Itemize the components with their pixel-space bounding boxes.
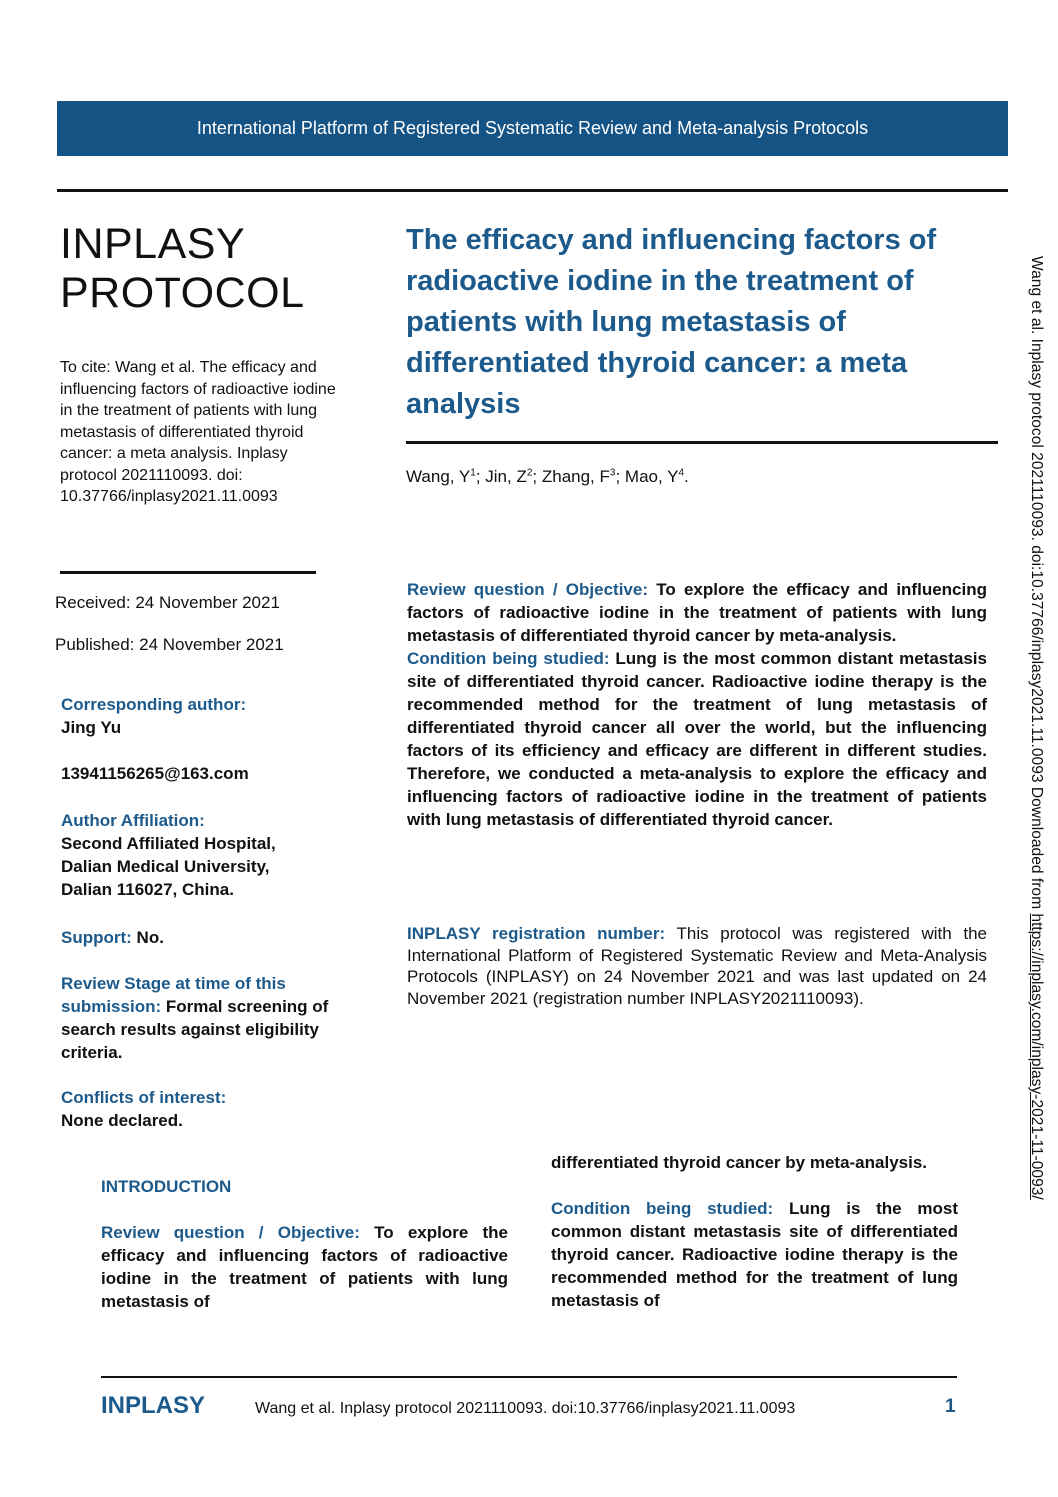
footer-citation: Wang et al. Inplasy protocol 2021110093. doi:10.37766/inplasy2021.11.0093 — [255, 1400, 796, 1417]
corresponding-author — [61, 693, 351, 785]
conflicts-label: Conflicts of interest: — [61, 1088, 227, 1107]
support — [61, 926, 351, 949]
corresponding-author-label: Corresponding author: — [61, 695, 247, 714]
received-date: Received: 24 November 2021 — [55, 593, 280, 612]
registration-label: INPLASY registration number: — [407, 924, 666, 943]
side-note-text: Wang et al. Inplasy protocol 2021110093. doi:10.37766/inplasy2021.11.0093 Downloaded from — [1028, 256, 1045, 914]
intro-left-column — [101, 1221, 508, 1313]
author-4: Mao, $Y^4$. — [624, 467, 689, 486]
author-3: Zhang, $F^3$; — [541, 467, 625, 486]
corresponding-author-name: Jing Yu — [61, 718, 122, 737]
side-note-link[interactable]: https://inplasy.com/inplasy-2021-11-0093/ — [1028, 913, 1045, 1200]
introduction-heading: INTRODUCTION — [101, 1177, 232, 1196]
intro-objective-label: Review question / Objective: — [101, 1223, 360, 1242]
journal-banner: International Platform of Registered Systematic Review and Meta-analysis Protocols — [57, 101, 1008, 156]
conflicts-of-interest — [61, 1086, 351, 1132]
support-value: No. — [131, 928, 164, 947]
conflicts-value: None declared. — [61, 1111, 183, 1130]
abstract-condition — [407, 647, 987, 831]
footer-divider — [101, 1376, 957, 1378]
support-label: Support: — [61, 928, 132, 947]
cite-text: To cite: Wang et al. The efficacy and influencing factors of radioactive iodine in the treatment of patients with lung metastasis of differentiated thyroid cancer: a meta analysis. Inplasy protocol 2021110093. doi: 10.37766/inplasy2021.11.0093 — [60, 359, 336, 505]
review-stage-label: Review Stage at time of this submission: — [61, 974, 286, 1016]
intro-objective-text: To explore the efficacy and influencing factors of radioactive iodine in the treatment of patients with lung metastasis of — [101, 1223, 508, 1311]
footer-logo: INPLASY — [101, 1392, 206, 1419]
objective-label: Review question / Objective: — [407, 580, 648, 599]
published-date: Published: 24 November 2021 — [55, 635, 284, 654]
intro-condition-label: Condition being studied: — [551, 1199, 774, 1218]
author-affiliation — [61, 809, 351, 901]
paper-title: The efficacy and influencing factors of radioactive iodine in the treatment of patients with lung metastasis of differentiated thyroid cancer: a meta analysis — [406, 224, 937, 420]
protocol-title-line2: PROTOCOL — [60, 269, 305, 317]
page-number: 1 — [945, 1396, 956, 1417]
author-list — [406, 467, 689, 487]
top-divider — [57, 189, 1008, 192]
abstract-block — [407, 578, 987, 831]
abstract-objective — [407, 578, 987, 647]
title-divider — [406, 441, 998, 444]
left-divider — [60, 571, 316, 574]
author-1: Wang, $Y^1$; — [406, 467, 486, 486]
condition-text: Lung is the most common distant metastasis site of differentiated thyroid cancer. Radioactive iodine therapy is the recommended method for the treatment of lung metastasis of differentiated thyroid cancer all over the world, but the influencing factors of its efficiency and efficacy are different in different studies. Therefore, we conducted a meta-analysis to explore the efficacy and influencing factors of radioactive iodine in the treatment of patients with lung metastasis of differentiated thyroid cancer. — [407, 649, 987, 829]
review-stage-value: Formal screening of search results against eligibility criteria. — [61, 997, 329, 1062]
intro-condition — [551, 1197, 958, 1312]
protocol-title — [60, 220, 305, 318]
protocol-title-line1: INPLASY — [60, 220, 246, 268]
affiliation-value: Second Affiliated Hospital, Dalian Medical University, Dalian 116027, China. — [61, 834, 276, 899]
affiliation-label: Author Affiliation: — [61, 811, 205, 830]
intro-condition-text: Lung is the most common distant metastasis site of differentiated thyroid cancer. Radioactive iodine therapy is the recommended method for the treatment of lung metastasis of — [551, 1199, 958, 1310]
objective-text: To explore the efficacy and influencing factors of radioactive iodine in the treatment of patients with lung metastasis of differentiated thyroid cancer by meta-analysis. — [407, 580, 987, 645]
author-2: Jin, $Z^2$; — [485, 467, 542, 486]
registration-text: This protocol was registered with the International Platform of Registered Systematic Review and Meta-Analysis Protocols (INPLASY) on 24 November 2021 and was last updated on 24 November 2021 (registration number INPLASY2021110093). — [407, 924, 987, 1008]
registration-block — [407, 923, 987, 1009]
intro-objective-continued: differentiated thyroid cancer by meta-analysis. — [551, 1153, 928, 1172]
corresponding-author-email[interactable]: 13941156265@163.com — [61, 764, 249, 783]
intro-right-column — [551, 1151, 958, 1312]
condition-label: Condition being studied: — [407, 649, 610, 668]
side-download-note — [1027, 256, 1045, 1200]
review-stage — [61, 972, 346, 1064]
